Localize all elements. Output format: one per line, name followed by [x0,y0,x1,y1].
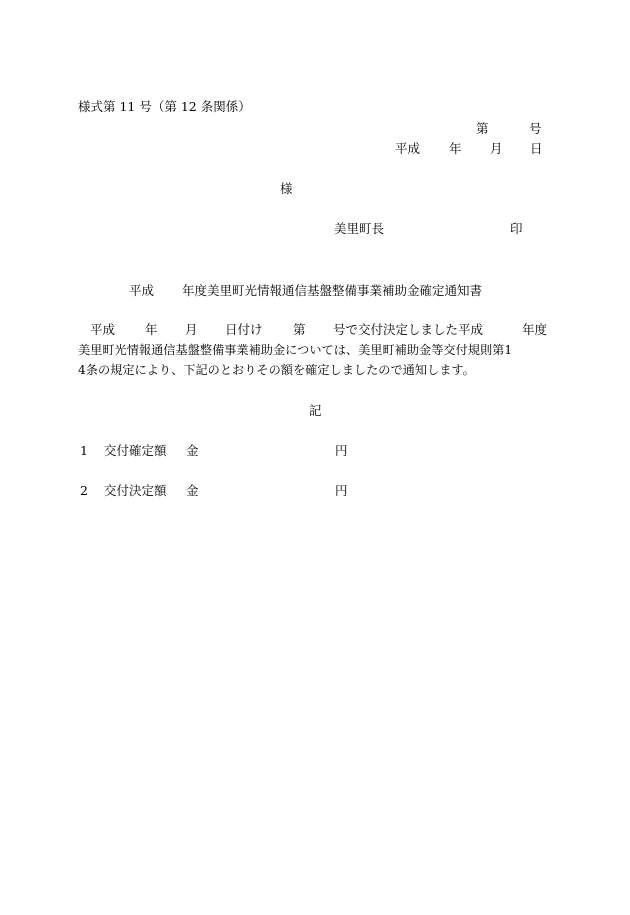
doc-number-dai: 第 [476,121,489,136]
date-era: 平成 [395,141,421,156]
addressee-suffix: 様 [280,181,293,196]
item-1-label: 交付確定額 [104,443,167,458]
item-2-kin: 金 [186,483,199,498]
issuer-title: 美里町長 [334,221,385,236]
body-line1-fiscal-year: 年度 [522,322,548,337]
title-era: 平成 [129,283,155,298]
ki-heading: 記 [309,403,322,418]
item-1-number: 1 [80,443,88,458]
item-1-kin: 金 [186,443,199,458]
body-line1-month: 月 [185,322,198,337]
item-1-yen: 円 [335,443,348,458]
body-line1-decided: 号で交付決定しました平成 [333,322,484,337]
body-line1-year: 年 [145,322,158,337]
item-2-label: 交付決定額 [104,483,167,498]
doc-number-go: 号 [529,121,542,136]
body-line3: 4条の規定により、下記のとおりその額を確定しましたので通知します。 [78,363,475,377]
date-year: 年 [449,141,462,156]
form-label: 様式第 11 号（第 12 条関係） [78,99,251,114]
document-title: 年度美里町光情報通信基盤整備事業補助金確定通知書 [182,283,483,298]
body-line1-dated: 日付け [225,322,263,337]
body-line1-dai: 第 [293,322,306,337]
body-line2: 美里町光情報通信基盤整備事業補助金については、美里町補助金等交付規則第1 [78,343,513,357]
item-2-number: 2 [80,483,88,498]
date-day: 日 [530,141,543,156]
body-line1-era: 平成 [90,322,116,337]
date-month: 月 [490,141,503,156]
item-2-yen: 円 [335,483,348,498]
issuer-seal: 印 [510,221,523,236]
